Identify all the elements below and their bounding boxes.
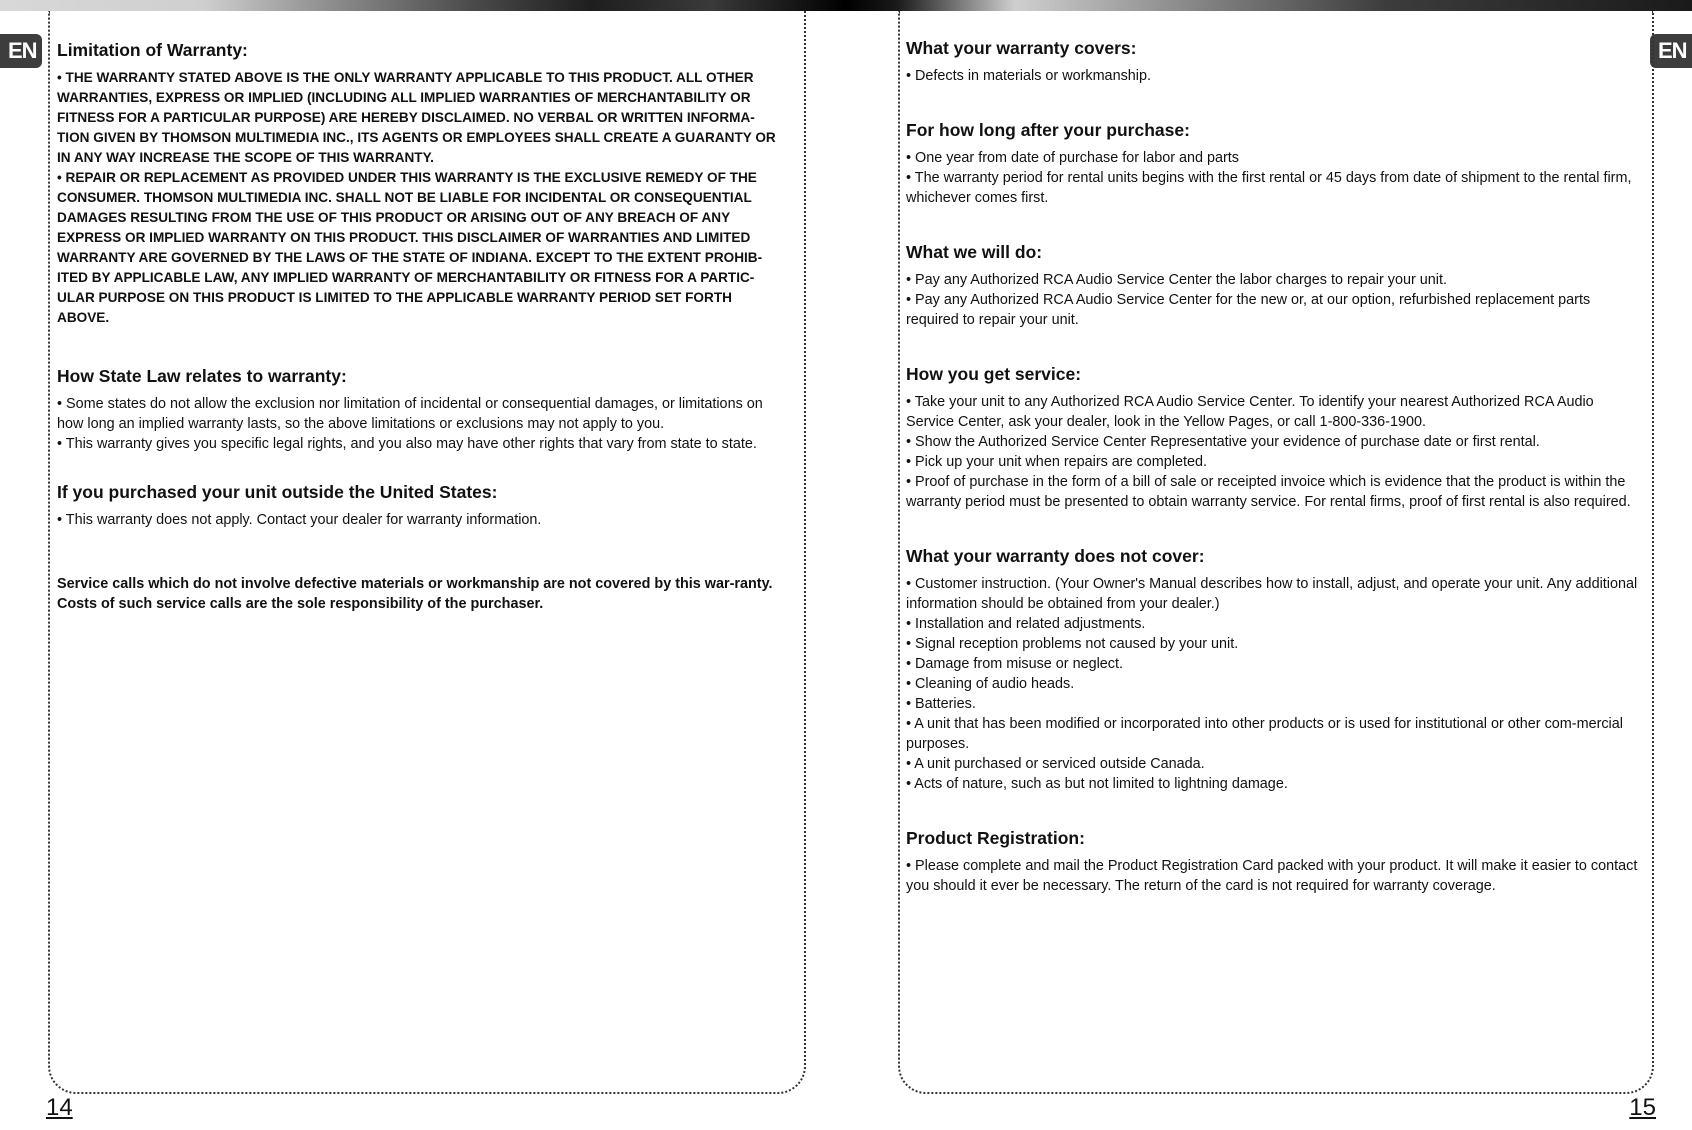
get-service-item: • Show the Authorized Service Center Representative your evidence of purchase date or first rental.	[906, 434, 1540, 450]
not-cover-item: • Batteries.	[906, 696, 976, 712]
get-service-heading: How you get service:	[906, 364, 1082, 384]
get-service-section	[906, 360, 1640, 512]
language-tab-left: EN	[0, 34, 42, 68]
top-decorative-strip	[0, 0, 1692, 11]
state-law-section	[57, 362, 787, 454]
not-cover-item: • Cleaning of audio heads.	[906, 676, 1075, 692]
will-do-item: • Pay any Authorized RCA Audio Service Center the labor charges to repair your unit.	[906, 272, 1447, 288]
state-law-heading: How State Law relates to warranty:	[57, 366, 347, 386]
covers-item: • Defects in materials or workmanship.	[906, 68, 1151, 84]
not-cover-item: • A unit that has been modified or incorporated into other products or is used for institutional or other com-mercial purposes.	[906, 716, 1623, 752]
not-cover-section	[906, 542, 1640, 794]
not-cover-heading: What your warranty does not cover:	[906, 546, 1205, 566]
left-page-content	[57, 36, 787, 628]
page-number-left: 14	[46, 1094, 73, 1121]
registration-heading: Product Registration:	[906, 828, 1085, 848]
not-cover-item: • Signal reception problems not caused by your unit.	[906, 636, 1239, 652]
not-cover-item: • Customer instruction. (Your Owner's Manual describes how to install, adjust, and operate your unit. Any additional information should be obtained from your dealer.)	[906, 576, 1638, 612]
how-long-item: • The warranty period for rental units begins with the first rental or 45 days from date of shipment to the rental firm, whichever comes first.	[906, 170, 1632, 206]
outside-us-section	[57, 478, 787, 530]
not-cover-item: • Damage from misuse or neglect.	[906, 656, 1123, 672]
how-long-section	[906, 116, 1640, 208]
registration-section	[906, 824, 1640, 896]
will-do-item: • Pay any Authorized RCA Audio Service Center for the new or, at our option, refurbished replacement parts required to repair your unit.	[906, 292, 1591, 328]
limitation-heading: Limitation of Warranty:	[57, 40, 248, 60]
state-law-item: • Some states do not allow the exclusion nor limitation of incidental or consequential damages, or limitations on how long an implied warranty lasts, so the above limitations or exclusions may not apply to you.	[57, 396, 763, 432]
limitation-paragraph-2: • REPAIR OR REPLACEMENT AS PROVIDED UNDER THIS WARRANTY IS THE EXCLUSIVE REMEDY OF THE CONSUMER. THOMSON MULTIMEDIA INC. SHALL NOT BE LIABLE FOR INCIDENTAL OR CONSEQUENTIAL DAMAGES RESULTING FROM THE USE OF THIS PRODUCT OR ARISING OUT OF ANY BREACH OF ANY EXPRESS OR IMPLIED WARRANTY ON THIS PRODUCT. THIS DISCLAIMER OF WARRANTIES AND LIMITED WARRANTY ARE GOVERNED BY THE LAWS OF THE STATE OF INDIANA. EXCEPT TO THE EXTENT PROHIB-ITED BY APPLICABLE LAW, ANY IMPLIED WARRANTY OF MERCHANTABILITY OR FITNESS FOR A PARTIC-ULAR PURPOSE ON THIS PRODUCT IS LIMITED TO THE APPLICABLE WARRANTY PERIOD SET FORTH ABOVE.	[57, 170, 763, 325]
outside-us-heading: If you purchased your unit outside the United States:	[57, 482, 498, 502]
right-page-content	[906, 34, 1640, 920]
limitation-section	[57, 36, 787, 328]
get-service-item: • Take your unit to any Authorized RCA Audio Service Center. To identify your nearest Authorized RCA Audio Service Center, ask your dealer, look in the Yellow Pages, or call 1-800-336-1900.	[906, 394, 1594, 430]
not-cover-item: • Acts of nature, such as but not limited to lightning damage.	[906, 776, 1288, 792]
covers-heading: What your warranty covers:	[906, 38, 1137, 58]
registration-item: • Please complete and mail the Product Registration Card packed with your product. It will make it easier to contact you should it ever be necessary. The return of the card is not required for warranty coverage.	[906, 858, 1638, 894]
language-tab-right: EN	[1650, 34, 1692, 68]
how-long-heading: For how long after your purchase:	[906, 120, 1190, 140]
state-law-item: • This warranty gives you specific legal rights, and you also may have other rights that vary from state to state.	[57, 436, 757, 452]
will-do-section	[906, 238, 1640, 330]
how-long-item: • One year from date of purchase for labor and parts	[906, 150, 1240, 166]
get-service-item: • Proof of purchase in the form of a bill of sale or receipted invoice which is evidence that the product is within the warranty period must be presented to obtain warranty service. For rental firms, proof of first rental is also required.	[906, 474, 1631, 510]
service-calls-notice: Service calls which do not involve defective materials or workmanship are not covered by this war-ranty. Costs of such service calls are the sole responsibility of the purchaser.	[57, 576, 773, 612]
limitation-paragraph-1: • THE WARRANTY STATED ABOVE IS THE ONLY WARRANTY APPLICABLE TO THIS PRODUCT. ALL OTHER WARRANTIES, EXPRESS OR IMPLIED (INCLUDING ALL IMPLIED WARRANTIES OF MERCHANTABILITY OR FITNESS FOR A PARTICULAR PURPOSE) ARE HEREBY DISCLAIMED. NO VERBAL OR WRITTEN INFORMA-TION GIVEN BY THOMSON MULTIMEDIA INC., ITS AGENTS OR EMPLOYEES SHALL CREATE A GUARANTY OR IN ANY WAY INCREASE THE SCOPE OF THIS WARRANTY.	[57, 70, 776, 165]
covers-section	[906, 34, 1640, 86]
page-number-right: 15	[1629, 1094, 1656, 1121]
outside-us-item: • This warranty does not apply. Contact your dealer for warranty information.	[57, 512, 542, 528]
will-do-heading: What we will do:	[906, 242, 1043, 262]
not-cover-item: • Installation and related adjustments.	[906, 616, 1146, 632]
not-cover-item: • A unit purchased or serviced outside Canada.	[906, 756, 1205, 772]
get-service-item: • Pick up your unit when repairs are completed.	[906, 454, 1207, 470]
